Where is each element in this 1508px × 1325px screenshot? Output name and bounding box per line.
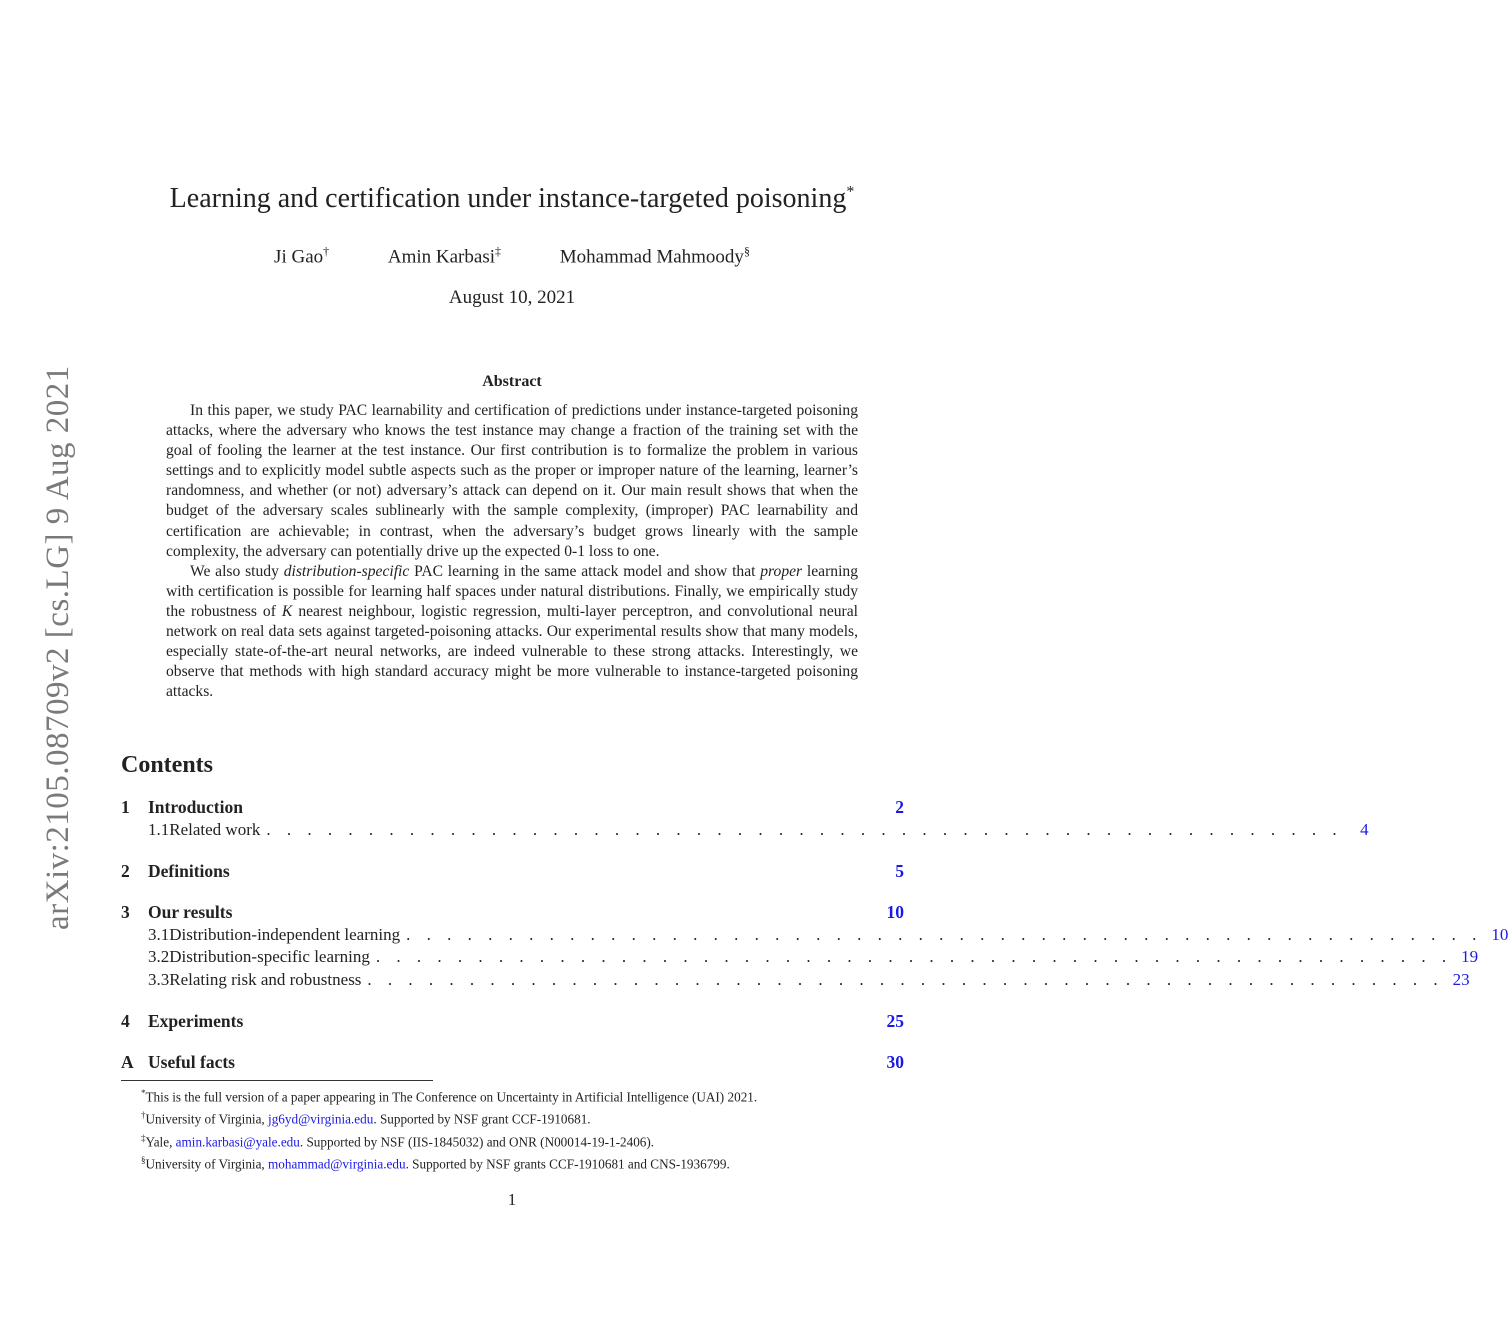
paper-date: August 10, 2021: [448, 287, 576, 308]
toc-number: A: [121, 1052, 134, 1072]
toc-label: Distribution-specific learning: [169, 947, 370, 966]
footnote-mark: *: [141, 1088, 146, 1098]
footnote-4: [121, 1151, 911, 1173]
footnote-text: . Supported by NSF (IIS-1845032) and ONR (N00014-19-1-2406).: [299, 1134, 655, 1150]
toc-label: Our results: [148, 902, 233, 922]
toc-page-link[interactable]: 4: [1360, 820, 1369, 839]
footnote-rule: [121, 1080, 433, 1081]
toc-leader-dots: . . . . . . . . . . . . . . . . . . . . . . . . . . . . . . . . . . . . . . . . . . . . . . . . . . . . .: [367, 970, 1444, 989]
email-link[interactable]: jg6yd@virginia.edu: [268, 1111, 374, 1127]
toc-label: Distribution-independent learning: [169, 925, 401, 944]
author-mark: §: [743, 244, 750, 258]
email-link[interactable]: amin.karbasi@yale.edu: [175, 1134, 300, 1150]
toc-page-link[interactable]: 5: [895, 861, 904, 881]
text-run: nearest neighbour, logistic regression, multi-layer perceptron, and convolutional neural network on real data sets against targeted-poisoning attacks. Our experimental results show that many models, especially state-of-the-art neural networks, are indeed vulnerable to these strong attacks. Interestingly, we observe that methods with high standard accuracy might be more vulnerable to instance-targeted poisoning attacks.: [166, 602, 859, 701]
toc-page-link[interactable]: 30: [886, 1052, 904, 1072]
author-name: Mohammad Mahmoody: [559, 246, 744, 268]
toc-label: Useful facts: [148, 1052, 235, 1072]
title-text: Learning and certification under instance-targeted poisoning: [169, 183, 847, 214]
toc-page-link[interactable]: 19: [1461, 947, 1479, 966]
toc-entry-distribution-independent[interactable]: [121, 925, 1508, 947]
abstract-paragraph-2: [166, 562, 858, 703]
abstract-body: [166, 401, 858, 702]
emphasis: distribution-specific: [283, 562, 410, 580]
footnote-mark: †: [141, 1110, 146, 1121]
toc-label: Definitions: [148, 861, 230, 881]
toc-number: 3.1: [148, 925, 170, 944]
footnote-3: [121, 1129, 911, 1151]
footnote-2: [121, 1106, 911, 1128]
toc-label: Relating risk and robustness: [169, 970, 362, 989]
toc-leader-dots: . . . . . . . . . . . . . . . . . . . . . . . . . . . . . . . . . . . . . . . . . . . . . . . . . . . . .: [406, 925, 1483, 944]
toc-number: 3.3: [148, 970, 170, 989]
footnote-text: This is the full version of a paper appearing in The Conference on Uncertainty in Artificial Intelligence (UAI) 2021.: [145, 1089, 758, 1105]
title-footnote-mark: *: [846, 183, 855, 201]
footnote-text: University of Virginia,: [145, 1156, 269, 1172]
contents-heading: Contents: [121, 752, 214, 778]
footnote-text: Yale,: [145, 1134, 176, 1150]
toc-label: Experiments: [148, 1011, 244, 1031]
footnote-text: . Supported by NSF grants CCF-1910681 and CNS-1936799.: [405, 1156, 730, 1172]
text-run: We also study: [190, 562, 284, 580]
toc-number: 1.1: [148, 820, 170, 839]
arxiv-stamp: arXiv:2105.08709v2 [cs.LG] 9 Aug 2021: [40, 365, 76, 930]
toc-number: 1: [121, 797, 130, 817]
text-run: PAC learning in the same attack model and show that: [409, 562, 761, 580]
toc-number: 3.2: [148, 947, 170, 966]
toc-entry-definitions[interactable]: [121, 861, 904, 883]
toc-label: Related work: [169, 820, 261, 839]
toc-number: 3: [121, 902, 130, 922]
author-name: Amin Karbasi: [387, 246, 495, 268]
footnote-1: [121, 1084, 911, 1106]
toc-number: 2: [121, 861, 130, 881]
footnote-text: University of Virginia,: [145, 1111, 269, 1127]
author-2: [388, 244, 501, 268]
emphasis: proper: [760, 562, 803, 580]
footnote-mark: §: [141, 1155, 146, 1166]
paper-title: [0, 183, 1024, 215]
email-link[interactable]: mohammad@virginia.edu: [268, 1156, 406, 1172]
abstract-heading: Abstract: [482, 373, 542, 390]
footnotes: [121, 1084, 911, 1174]
toc-entry-useful-facts[interactable]: [121, 1052, 904, 1074]
author-3: [560, 244, 750, 268]
toc-entry-experiments[interactable]: [121, 1011, 904, 1033]
toc-number: 4: [121, 1011, 130, 1031]
toc-page-link[interactable]: 23: [1452, 970, 1470, 989]
author-mark: †: [323, 244, 330, 258]
author-name: Ji Gao: [274, 246, 324, 268]
toc-page-link[interactable]: 10: [886, 902, 904, 922]
toc-leader-dots: . . . . . . . . . . . . . . . . . . . . . . . . . . . . . . . . . . . . . . . . . . . . . . . . . . . . .: [375, 947, 1453, 966]
toc-label: Introduction: [148, 797, 243, 817]
toc-page-link[interactable]: 10: [1491, 925, 1508, 944]
math-symbol: K: [281, 602, 293, 620]
abstract-paragraph-1: In this paper, we study PAC learnability and certification of predictions under instance-targeted poisoning attacks, where the adversary who knows the test instance may change a fraction of the training set with the goal of fooling the learner at the test instance. Our first contribution is to formalize the problem in various settings and to explicitly model subtle aspects such as the proper or improper nature of the learning, learner’s randomness, and whether (or not) adversary’s attack can depend on it. Our main result shows that when the budget of the adversary scales sublinearly with the sample complexity, (improper) PAC learnability and certification are achievable; in contrast, when the adversary’s budget grows linearly with the sample complexity, the adversary can potentially drive up the expected 0-1 loss to one.: [166, 402, 858, 560]
footnote-text: . Supported by NSF grant CCF-1910681.: [373, 1111, 591, 1127]
page-number: 1: [507, 1190, 517, 1209]
author-list: [0, 244, 1024, 268]
toc-entry-distribution-specific[interactable]: [121, 947, 1479, 969]
toc-page-link[interactable]: 25: [886, 1011, 904, 1031]
toc-entry-introduction[interactable]: [121, 797, 904, 819]
author-1: [274, 244, 329, 268]
text-run: learning with certification is possible for learning half spaces under natural distributions. Finally, we empirically study the robustness of: [166, 562, 859, 620]
toc-entry-related-work[interactable]: [121, 820, 1369, 842]
toc-leader-dots: . . . . . . . . . . . . . . . . . . . . . . . . . . . . . . . . . . . . . . . . . . . . . . . . . . . . .: [266, 820, 1343, 839]
toc-entry-our-results[interactable]: [121, 902, 904, 924]
footnote-mark: ‡: [141, 1132, 146, 1143]
toc-entry-risk-robustness[interactable]: [121, 970, 1470, 992]
author-mark: ‡: [495, 244, 501, 258]
toc-page-link[interactable]: 2: [895, 797, 904, 817]
